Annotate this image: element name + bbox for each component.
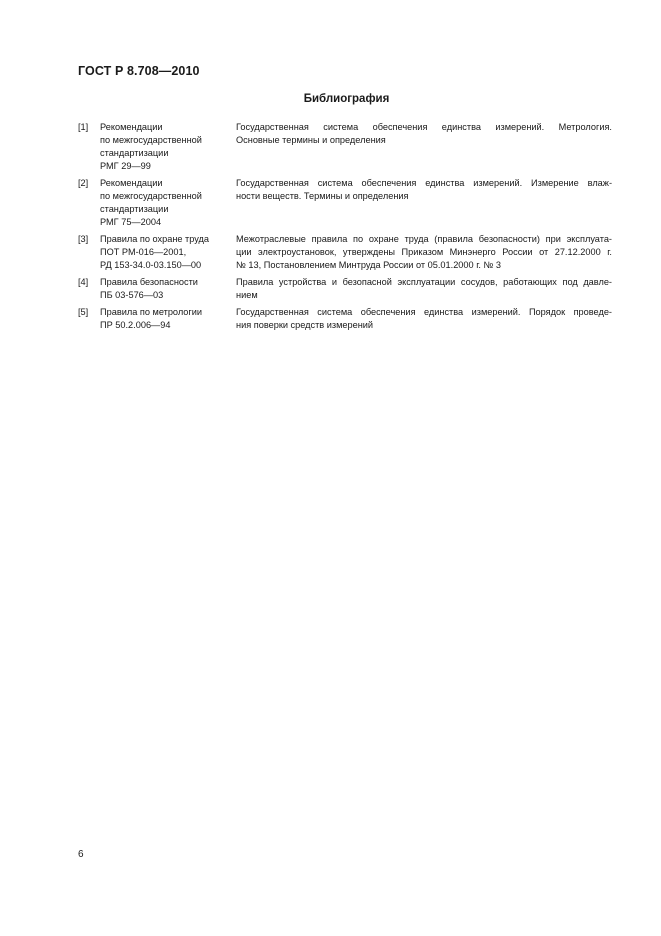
entry-number: [1] [78, 122, 89, 132]
entry-number: [5] [78, 307, 89, 317]
bibliography-entry [78, 276, 618, 302]
page-number: 6 [78, 849, 84, 860]
desc-line: Межотраслевые правила по охране труда (правила безопасности) при эксплуата- [236, 234, 612, 244]
source-line: ПОТ РМ-016—2001, [100, 247, 187, 257]
desc-line: ния поверки средств измерений [236, 320, 374, 330]
entry-number: [4] [78, 277, 89, 287]
source-line: РД 153-34.0-03.150—00 [100, 260, 202, 270]
source-line: РМГ 75—2004 [100, 217, 162, 227]
desc-line: Государственная система обеспечения единства измерений. Порядок проведе- [236, 307, 612, 317]
entry-source [100, 306, 236, 332]
section-title: Библиография [303, 93, 390, 105]
entry-source [100, 233, 236, 272]
desc-line: ции электроустановок, утверждены Приказом Минэнерго России от 27.12.2000 г. [236, 247, 612, 257]
document-header: ГОСТ Р 8.708—2010 [78, 64, 200, 78]
source-line: РМГ 29—99 [100, 161, 151, 171]
entry-source [100, 121, 236, 173]
bibliography-entry [78, 121, 618, 173]
source-line: стандартизации [100, 204, 169, 214]
source-line: по межгосударственной [100, 191, 202, 201]
bibliography-list [78, 121, 618, 332]
desc-line: ности веществ. Термины и определения [236, 191, 409, 201]
entry-description [236, 276, 612, 302]
source-line: Правила по охране труда [100, 234, 210, 244]
entry-description [236, 306, 612, 332]
desc-line: Государственная система обеспечения единства измерений. Метрология. [236, 122, 612, 132]
source-line: ПР 50.2.006—94 [100, 320, 171, 330]
source-line: Рекомендации [100, 122, 163, 132]
entry-number: [2] [78, 178, 89, 188]
desc-line: Основные термины и определения [236, 135, 386, 145]
source-line: ПБ 03-576—03 [100, 290, 164, 300]
desc-line: № 13, Постановлением Минтруда России от 05.01.2000 г. № 3 [236, 260, 502, 270]
entry-description [236, 233, 612, 272]
entry-number: [3] [78, 234, 89, 244]
source-line: Правила безопасности [100, 277, 198, 287]
entry-description [236, 121, 612, 173]
desc-line: нием [236, 290, 258, 300]
source-line: стандартизации [100, 148, 169, 158]
source-line: по межгосударственной [100, 135, 202, 145]
bibliography-entry [78, 306, 618, 332]
desc-line: Государственная система обеспечения единства измерений. Измерение влаж- [236, 178, 612, 188]
entry-description [236, 177, 612, 229]
source-line: Рекомендации [100, 178, 163, 188]
source-line: Правила по метрологии [100, 307, 203, 317]
entry-source [100, 276, 236, 302]
entry-source [100, 177, 236, 229]
bibliography-entry [78, 177, 618, 229]
bibliography-entry [78, 233, 618, 272]
desc-line: Правила устройства и безопасной эксплуатации сосудов, работающих под давле- [236, 277, 612, 287]
